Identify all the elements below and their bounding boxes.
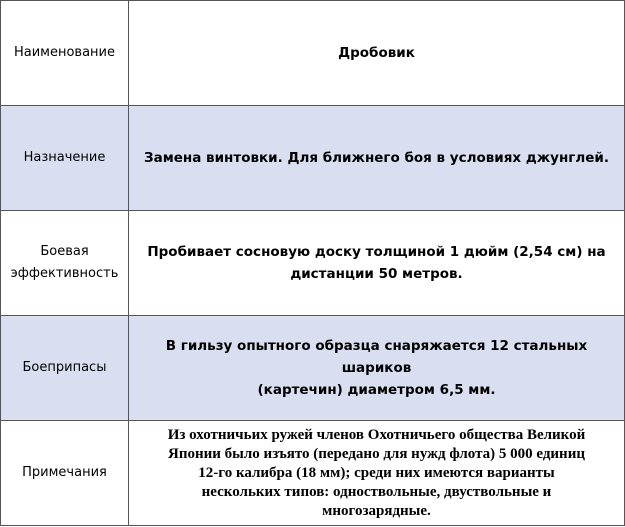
value-line: В гильзу опытного образца снаряжается 12 стальных шариков [165,338,588,376]
value-line: (картечин) диаметром 6,5 мм. [257,382,496,398]
value-line: Японии было изъято (передано для нужд флота) 5 000 единиц [168,445,585,462]
label-line: эффективность [10,266,119,281]
label-line: Боевая [40,244,89,259]
value-line: многозарядные. [322,502,431,519]
table-row-effectiveness [1,211,625,316]
row-value-name: Дробовик [129,1,625,106]
row-value-purpose: Замена винтовки. Для ближнего боя в условиях джунглей. [129,106,625,211]
table-row-notes [1,421,625,526]
row-label-ammunition: Боеприпасы [1,316,129,421]
value-line: нескольких типов: одноствольные, двуствольные и [201,483,552,500]
table-row-purpose [1,106,625,211]
row-value-effectiveness [129,211,625,316]
row-label-notes: Примечания [1,421,129,526]
row-value-ammunition [129,316,625,421]
value-line: 12-го калибра (18 мм); среди них имеются варианты [198,464,555,481]
value-line: Пробивает сосновую доску толщиной 1 дюйм (2,54 см) на [147,244,606,260]
row-value-notes [129,421,625,526]
value-line: Из охотничьих ружей членов Охотничьего общества Великой [167,426,586,443]
value-line: дистанции 50 метров. [290,266,463,282]
row-label-effectiveness [1,211,129,316]
row-label-purpose: Назначение [1,106,129,211]
table-row-name [1,1,625,106]
row-label-name: Наименование [1,1,129,106]
table-row-ammunition [1,316,625,421]
